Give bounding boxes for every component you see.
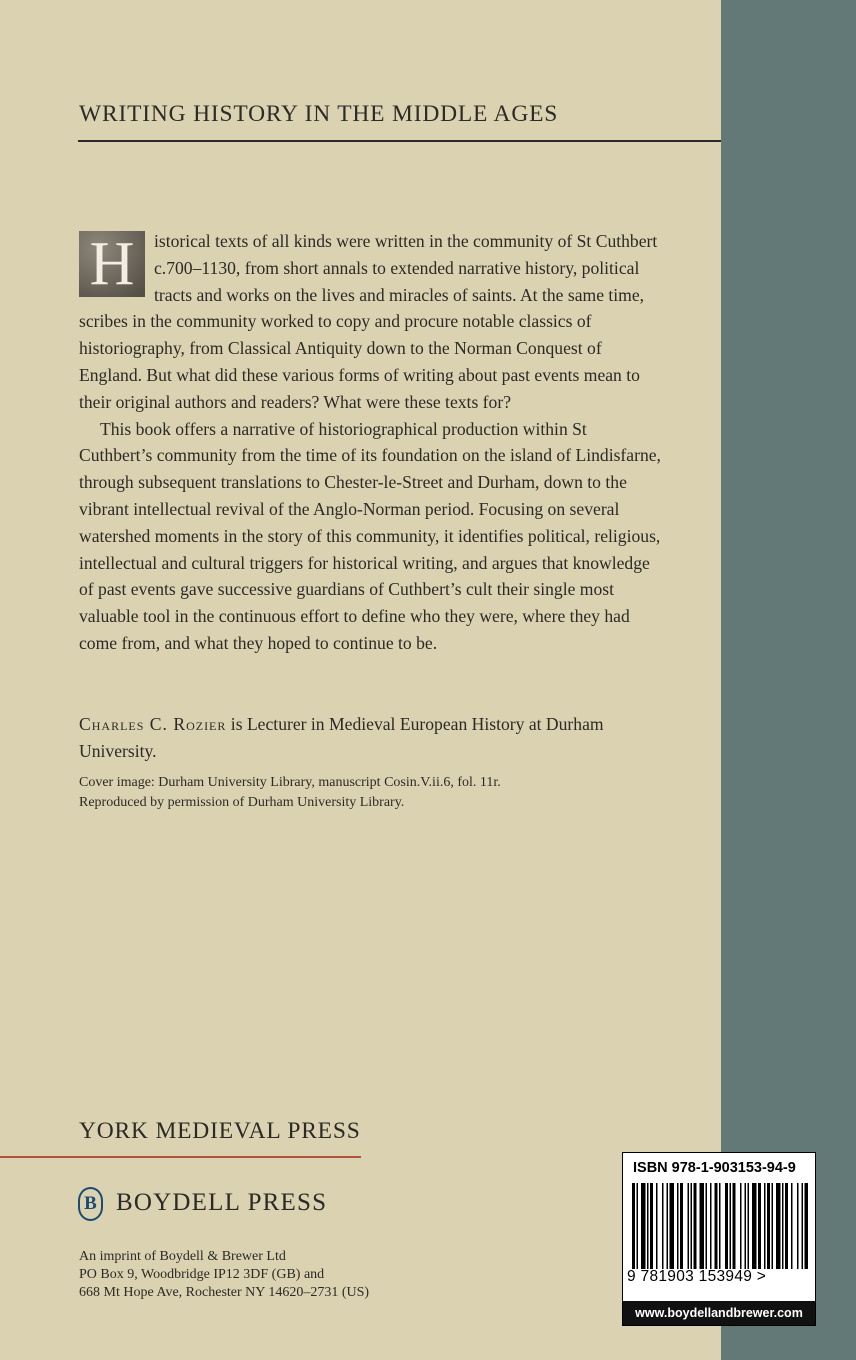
barcode-stripe	[745, 1183, 747, 1269]
credit-line-1: Cover image: Durham University Library, manuscript Cosin.V.ii.6, fol. 11r.	[79, 775, 501, 790]
address-line-1: An imprint of Boydell & Brewer Ltd	[79, 1249, 286, 1264]
imprint-series-name: YORK MEDIEVAL PRESS	[79, 1118, 361, 1144]
address-line-3: 668 Mt Hope Ave, Rochester NY 14620–2731 (US)	[79, 1285, 370, 1300]
barcode-stripe	[791, 1183, 793, 1269]
blurb-paragraph-1	[79, 228, 664, 416]
barcode-stripe	[710, 1183, 712, 1269]
author-name: Charles C. Rozier	[79, 714, 227, 734]
barcode-bars	[632, 1183, 808, 1269]
barcode-stripe	[662, 1183, 664, 1269]
author-bio	[79, 711, 669, 764]
publisher-address	[79, 1248, 369, 1302]
barcode-stripe	[641, 1183, 646, 1269]
barcode-stripe	[782, 1183, 784, 1269]
barcode-stripe	[797, 1183, 799, 1269]
barcode-stripe	[764, 1183, 766, 1269]
website-url: www.boydellandbrewer.com	[623, 1301, 815, 1325]
barcode-stripe	[785, 1183, 788, 1269]
barcode-stripe	[650, 1183, 653, 1269]
barcode-stripe	[677, 1183, 679, 1269]
barcode-stripe	[680, 1183, 683, 1269]
barcode-stripe	[691, 1183, 693, 1269]
barcode-stripe	[748, 1183, 750, 1269]
barcode-stripe	[715, 1183, 718, 1269]
barcode-stripe	[632, 1183, 635, 1269]
barcode-stripe	[656, 1183, 658, 1269]
series-divider	[78, 140, 721, 142]
author-description: is Lecturer in Medieval European History at Durham University.	[79, 714, 604, 761]
publisher-name: BOYDELL PRESS	[116, 1189, 328, 1216]
series-title: WRITING HISTORY IN THE MIDDLE AGES	[79, 101, 559, 127]
blurb-text	[79, 228, 664, 657]
barcode-stripe	[694, 1183, 697, 1269]
barcode-stripe	[767, 1183, 770, 1269]
barcode-stripe	[700, 1183, 705, 1269]
blurb-paragraph-2: This book offers a narrative of historiographical production within St Cuthbert’s community from the time of its foundation on the island of Lindisfarne, through subsequent translations to Chester-le-Street and Durham, down to the vibrant intellectual revival of the Anglo-Norman period. Focusing on several watershed moments in the story of this community, it identifies political, religious, intellectual and cultural triggers for historical writing, and argues that knowledge of past events gave successive guardians of Cuthbert’s cult their single most valuable tool in the continuous effort to define who they were, where they had come from, and what they hoped to continue to be.	[79, 418, 661, 653]
credit-line-2: Reproduced by permission of Durham University Library.	[79, 795, 405, 810]
barcode-stripe	[667, 1183, 669, 1269]
barcode-stripe	[752, 1183, 757, 1269]
barcode-stripe	[670, 1183, 675, 1269]
barcode-stripe	[772, 1183, 774, 1269]
logo-letter: B	[84, 1193, 97, 1214]
barcode-stripe	[758, 1183, 761, 1269]
barcode-stripe	[688, 1183, 690, 1269]
barcode-stripe	[730, 1183, 732, 1269]
barcode-stripe	[776, 1183, 781, 1269]
barcode-stripe	[805, 1183, 809, 1269]
drop-cap: H	[79, 231, 145, 297]
barcode-stripe	[740, 1183, 742, 1269]
barcode-stripe	[719, 1183, 721, 1269]
blurb-paragraph-1-text: istorical texts of all kinds were written in the community of St Cuthbert c.700–1130, from short annals to extended narrative history, political tracts and works on the lives and miracles of saints. At the same time, scribes in the community worked to copy and procure notable classics of historiography, from Classical Antiquity down to the Norman Conquest of England. But what did these various forms of writing about past events mean to their original authors and readers? What were these texts for?	[79, 231, 658, 412]
barcode-stripe	[706, 1183, 708, 1269]
barcode-panel	[622, 1152, 816, 1326]
barcode-stripe	[725, 1183, 728, 1269]
imprint-divider	[0, 1156, 361, 1158]
barcode-stripe	[733, 1183, 736, 1269]
address-line-2: PO Box 9, Woodbridge IP12 3DF (GB) and	[79, 1267, 325, 1282]
barcode-stripe	[802, 1183, 804, 1269]
barcode-stripe	[647, 1183, 649, 1269]
cover-image-credit	[79, 773, 679, 813]
barcode-digits: 9 781903 153949 >	[627, 1268, 767, 1285]
isbn-label: ISBN 978-1-903153-94-9	[633, 1160, 796, 1176]
boydell-logo-icon	[78, 1187, 103, 1221]
barcode-stripe	[637, 1183, 639, 1269]
